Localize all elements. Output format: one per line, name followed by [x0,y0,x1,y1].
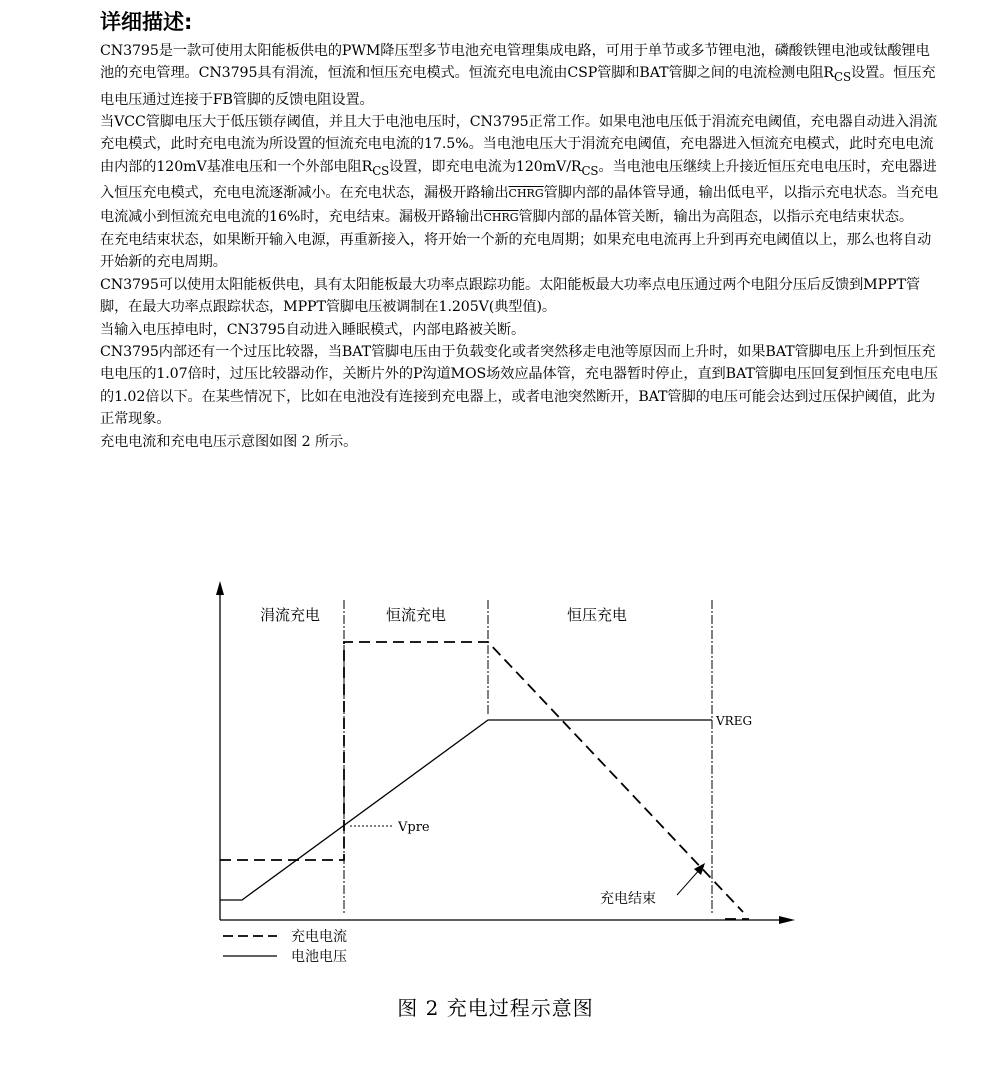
text-run: 当VCC管脚电压大于低压锁存阈值，并且大于电池电压时，CN3795正常工作。如果电池电压低于涓流充电阈值，充电器自动进入涓流充电模式，此时充电电流为所设置的恒流充电电流的17.5%。当电池电压大于涓流充电阈值，充电器进入恒流充电模式，此时充电电流由内部的120mV基准电压和一个外部电阻R [100,114,938,175]
text-run: 设置，即充电电流为120mV/R [389,158,582,175]
text-run: 当输入电压掉电时，CN3795自动进入睡眠模式，内部电路被关断。 [100,321,526,338]
legend-current-label: 充电电流 [291,929,347,945]
charge-end-label: 充电结束 [600,891,656,907]
phase-label-constant-current: 恒流充电 [385,606,447,624]
subscript-text: CS [834,70,851,85]
description-body [100,40,940,453]
subscript-text: CS [581,163,599,178]
phase-label-constant-voltage: 恒压充电 [566,606,628,624]
vreg-label: VREG [716,714,753,728]
paragraph [100,111,940,229]
text-run: 设置。恒压充电电压通过连接于FB管脚的反馈电阻设置。 [100,65,936,108]
charge-end-arrow-line [677,868,701,895]
charge-end-arrow-icon [694,863,705,875]
charging-process-diagram [205,575,805,970]
text-run: 。当电池电压继续上升接近恒压充电电压时，充电器进入恒压充电模式，充电电流逐渐减小。在充电状态，漏极开路输出 [100,158,937,202]
text-run: 管脚内部的晶体管导通，输出低电平，以指示充电状态。当充电电流减小到恒流充电电流的16%时，充电结束。漏极开路输出 [100,185,939,225]
section-heading: 详细描述: [100,10,193,34]
text-run: CN3795内部还有一个过压比较器，当BAT管脚电压由于负载变化或者突然移走电池等原因而上升时，如果BAT管脚电压上升到恒压充电电压的1.07倍时，过压比较器动作，关断片外的P沟道MOS场效应晶体管，充电器暂时停止，直到BAT管脚电压回复到恒压充电电压的1.02倍以下。在某些情况下，比如在电池没有连接到充电器上，或者电池突然断开，BAT管脚的电压可能会达到过压保护阈值，此为正常现象。 [100,343,938,428]
y-axis-arrow-icon [216,581,224,595]
overlined-pin-name: CHRG [508,187,544,201]
battery-voltage-curve [220,720,712,900]
paragraph [100,319,940,341]
paragraph [100,341,940,431]
paragraph [100,431,940,453]
figure-caption: 图 2 充电过程示意图 [397,996,594,1020]
phase-label-trickle: 涓流充电 [259,606,321,624]
text-run: 在充电结束状态，如果断开输入电源，再重新接入，将开始一个新的充电周期；如果充电电流再上升到再充电阈值以上，那么也将自动开始新的充电周期。 [100,231,932,271]
paragraph [100,229,940,274]
text-run: CN3795是一款可使用太阳能板供电的PWM降压型多节电池充电管理集成电路，可用于单节或多节锂电池，磷酸铁锂电池或钛酸锂电池的充电管理。CN3795具有涓流，恒流和恒压充电模式。恒流充电电流由CSP管脚和BAT管脚之间的电流检测电阻R [100,43,930,82]
paragraph [100,40,940,111]
vpre-label: Vpre [398,820,430,835]
paragraph [100,274,940,319]
subscript-text: CS [372,163,390,178]
text-run: CN3795可以使用太阳能板供电，具有太阳能板最大功率点跟踪功能。太阳能板最大功率点电压通过两个电阻分压后反馈到MPPT管脚，在最大功率点跟踪状态，MPPT管脚电压被调制在1.205V(典型值)。 [100,276,920,316]
charge-current-curve [220,642,743,912]
overlined-pin-name: CHRG [483,210,519,224]
legend-voltage-label: 电池电压 [291,949,347,965]
text-run: 管脚内部的晶体管关断，输出为高阻态，以指示充电结束状态。 [518,208,913,225]
text-run: 充电电流和充电电压示意图如图 2 所示。 [100,433,358,450]
x-axis-arrow-icon [779,916,795,924]
